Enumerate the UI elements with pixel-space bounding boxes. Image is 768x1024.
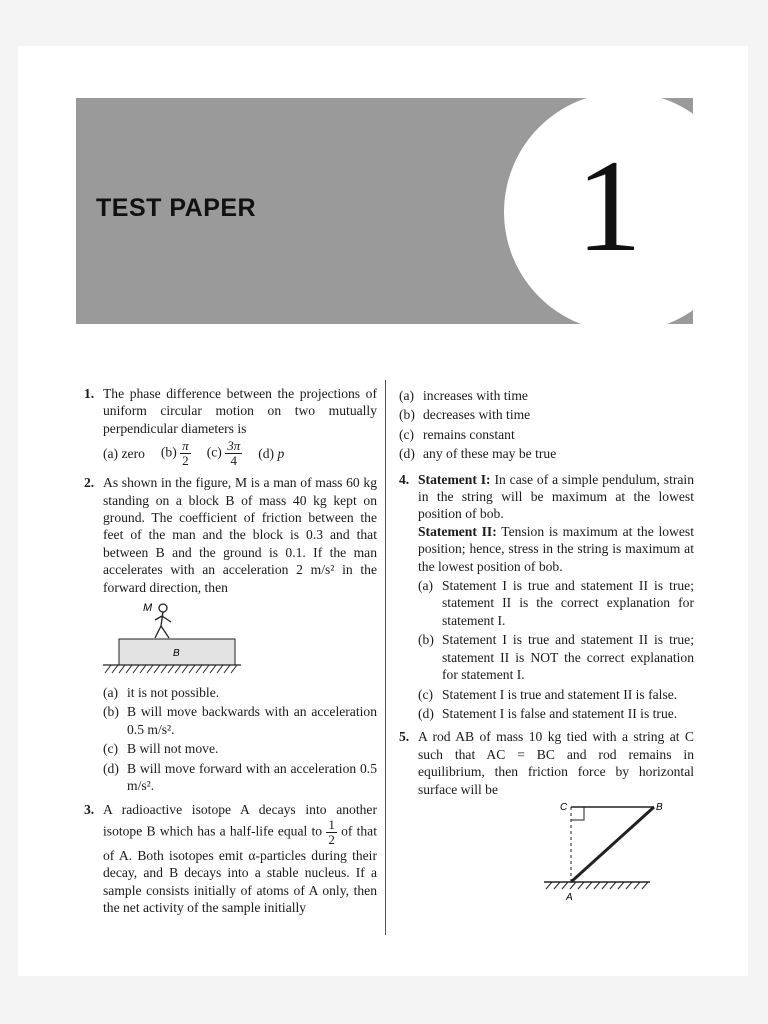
- column-divider: [385, 380, 386, 935]
- option-text: B will move forward with an acceleration 0.5 m/s².: [127, 760, 377, 794]
- option-text: zero: [121, 446, 145, 462]
- option-c: [207, 439, 243, 468]
- fraction-denominator: 2: [182, 453, 189, 469]
- option-d: [258, 445, 284, 462]
- option-text: any of these may be true: [423, 446, 557, 462]
- man-icon: [155, 604, 171, 638]
- option-c: [399, 426, 694, 443]
- left-column: [84, 385, 377, 923]
- option-a: [103, 445, 145, 462]
- ground-hatching: [546, 882, 648, 889]
- option-label: (a): [399, 388, 415, 403]
- question-5: [399, 728, 694, 902]
- option-label: (b): [418, 632, 434, 648]
- question-2: [84, 474, 377, 794]
- option-label: (b): [103, 704, 119, 720]
- fraction-numerator: 3π: [227, 438, 241, 454]
- fraction-denominator: 2: [328, 831, 335, 847]
- question-number: 4.: [399, 471, 410, 487]
- question-number: 2.: [84, 475, 95, 491]
- option-label: (a): [103, 685, 119, 701]
- fraction: [225, 439, 242, 468]
- rod-string-figure: [478, 800, 678, 902]
- option-text: p: [277, 446, 285, 462]
- fraction: [180, 439, 191, 468]
- chapter-banner: [76, 98, 693, 324]
- question-number: 3.: [84, 801, 95, 817]
- question-1: [84, 385, 377, 468]
- option-label: (d): [258, 446, 275, 462]
- option-b: [161, 439, 191, 468]
- option-label: (c): [206, 444, 222, 460]
- fraction-numerator: π: [182, 438, 189, 454]
- option-text: it is not possible.: [127, 685, 220, 701]
- options-row: [103, 439, 377, 468]
- question-3: [84, 801, 377, 917]
- option-text: B will not move.: [127, 741, 219, 757]
- option-text: Statement I is true and statement II is true; statement II is the correct explanation for statement I.: [442, 578, 694, 628]
- option-d: [103, 760, 377, 795]
- banner-number: 1: [576, 132, 642, 279]
- option-text: decreases with time: [423, 407, 531, 423]
- option-a: [103, 684, 377, 701]
- figure-label-a: A: [566, 891, 573, 902]
- figure-label-b: B: [656, 801, 663, 813]
- banner-title: TEST PAPER: [96, 194, 257, 222]
- question-number: 5.: [399, 729, 410, 745]
- question-number: 1.: [84, 386, 95, 401]
- statement-text: In case of a simple pendulum, strain in the string will be maximum at the lowest position of bob.: [418, 471, 694, 522]
- question-text: A rod AB of mass 10 kg tied with a string at C such that AC = BC and rod remains in equilibrium, then friction force by horizontal surface will be: [418, 729, 694, 797]
- option-c: [103, 740, 377, 757]
- figure-label-m: M: [143, 602, 153, 615]
- option-text: Statement I is true and statement II is false.: [442, 686, 678, 702]
- question-3-options: [399, 387, 694, 463]
- option-label: (b): [160, 444, 177, 460]
- rod-ab: [571, 807, 654, 882]
- option-label: (b): [399, 407, 415, 423]
- option-label: (d): [399, 446, 415, 462]
- option-label: (a): [418, 578, 434, 594]
- right-angle-marker: [571, 807, 584, 820]
- ground-hatching: [105, 665, 237, 673]
- statement-text: Tension is maximum at the lowest position; hence, stress in the string is maximum at the lowest position of bob.: [418, 523, 694, 574]
- fraction-numerator: 1: [328, 816, 335, 832]
- statement-1: [418, 471, 694, 523]
- figure-label-c: C: [560, 801, 568, 813]
- question-4: [399, 471, 694, 723]
- option-text: remains constant: [423, 426, 515, 442]
- option-label: (c): [399, 426, 415, 442]
- question-text-part: of that of A. Both isotopes emit α-particles during their decay, and B decays into a stable nucleus. If a sample consists initially of atoms of A only, then the net activity of the sample initially: [103, 823, 377, 916]
- statement-2: [418, 523, 694, 575]
- option-label: (a): [103, 446, 119, 462]
- option-label: (c): [103, 741, 119, 757]
- question-text: As shown in the figure, M is a man of mass 60 kg standing on a block B of mass 40 kg kept on ground. The coefficient of friction between the feet of the man and the block is 0.3 and that between B and the ground is 0.1. If the man accelerates with an acceleration 2 m/s² in the forward direction, then: [103, 475, 377, 595]
- option-text: Statement I is false and statement II is true.: [442, 705, 678, 721]
- option-b: [103, 703, 377, 738]
- option-b: [418, 631, 694, 683]
- option-d: [399, 445, 694, 462]
- option-text: increases with time: [423, 388, 528, 403]
- man-on-block-figure: [103, 598, 377, 680]
- option-b: [399, 406, 694, 423]
- question-text-part: A radioactive isotope A decays into another isotope B which has a half-life equal to: [103, 801, 377, 839]
- question-text: [103, 801, 377, 917]
- fraction-denominator: 4: [230, 453, 237, 469]
- option-c: [418, 686, 694, 703]
- fraction: [326, 818, 337, 847]
- option-text: B will move backwards with an acceleration 0.5 m/s².: [127, 704, 377, 737]
- option-text: Statement I is true and statement II is true; statement II is NOT the correct explanation for statement I.: [442, 632, 694, 683]
- right-column: [399, 385, 694, 908]
- option-label: (d): [103, 760, 119, 776]
- option-a: [399, 387, 694, 404]
- question-text: The phase difference between the projections of uniform circular motion on two mutually perpendicular diameters is: [103, 386, 377, 436]
- option-d: [418, 705, 694, 722]
- figure-label-b: B: [173, 648, 180, 660]
- option-a: [418, 577, 694, 629]
- statement-label: Statement II:: [418, 523, 497, 539]
- option-label: (d): [418, 705, 434, 721]
- statement-label: Statement I:: [418, 471, 491, 487]
- option-label: (c): [418, 686, 434, 702]
